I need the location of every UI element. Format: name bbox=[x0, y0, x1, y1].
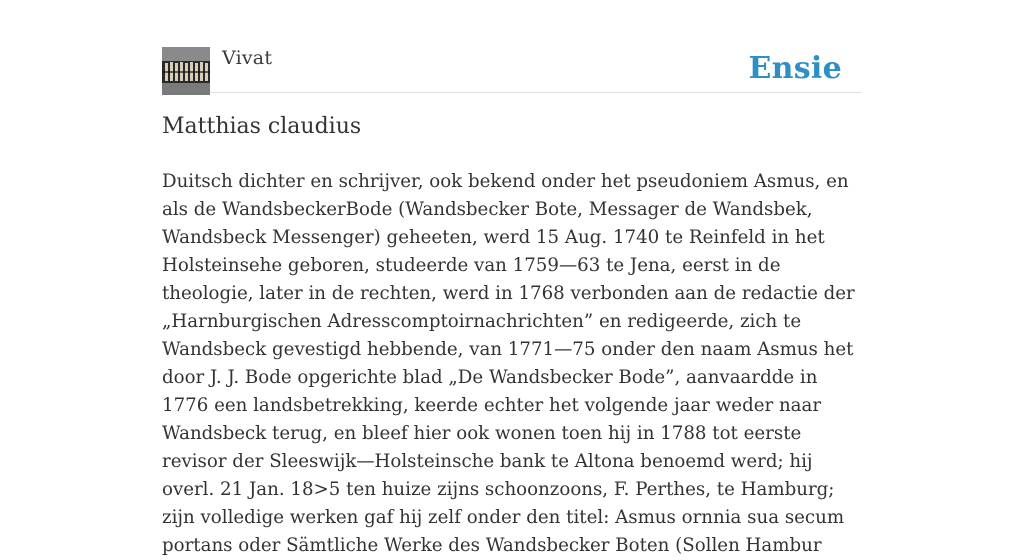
author-name[interactable]: Vivat bbox=[222, 47, 273, 69]
author-header bbox=[162, 46, 862, 93]
brand-logo-link[interactable]: Ensie bbox=[748, 51, 842, 86]
article-body: Duitsch dichter en schrijver, ook bekend onder het pseudoniem Asmus, en als de WandsbeckerBode (Wandsbecker Bote, Messager de Wandsbek, Wandsbeck Messenger) geheeten, werd 15 Aug. 1740 te Reinfeld in het Holsteinsehe geboren, studeerde van 1759—63 te Jena, eerst in de theologie, later in de rechten, werd in 1768 verbonden aan de redactie der „Harnburgischen Adresscomptoirnachrichten” en redigeerde, zich te Wandsbeck gevestigd hebbende, van 1771—75 onder den naam Asmus het door J. J. Bode opgerichte blad „De Wandsbecker Bode”, aanvaardde in 1776 een landsbetrekking, keerde echter het volgende jaar weder naar Wandsbeck terug, en bleef hier ook wonen toen hij in 1788 tot eerste revisor der Sleeswijk—Holsteinsche bank te Altona benoemd werd; hij overl. 21 Jan. 18>5 ten huize zijns schoonzoons, F. Perthes, te Hamburg; zijn volledige werken gaf hij zelf onder den titel: Asmus ornnia sua secum portans oder Sämtliche Werke des Wandsbecker Boten (Sollen Hambur bbox=[162, 171, 855, 556]
article-title: Matthias claudius bbox=[162, 114, 362, 139]
books-avatar-icon bbox=[162, 47, 210, 95]
author-avatar[interactable] bbox=[162, 47, 210, 95]
